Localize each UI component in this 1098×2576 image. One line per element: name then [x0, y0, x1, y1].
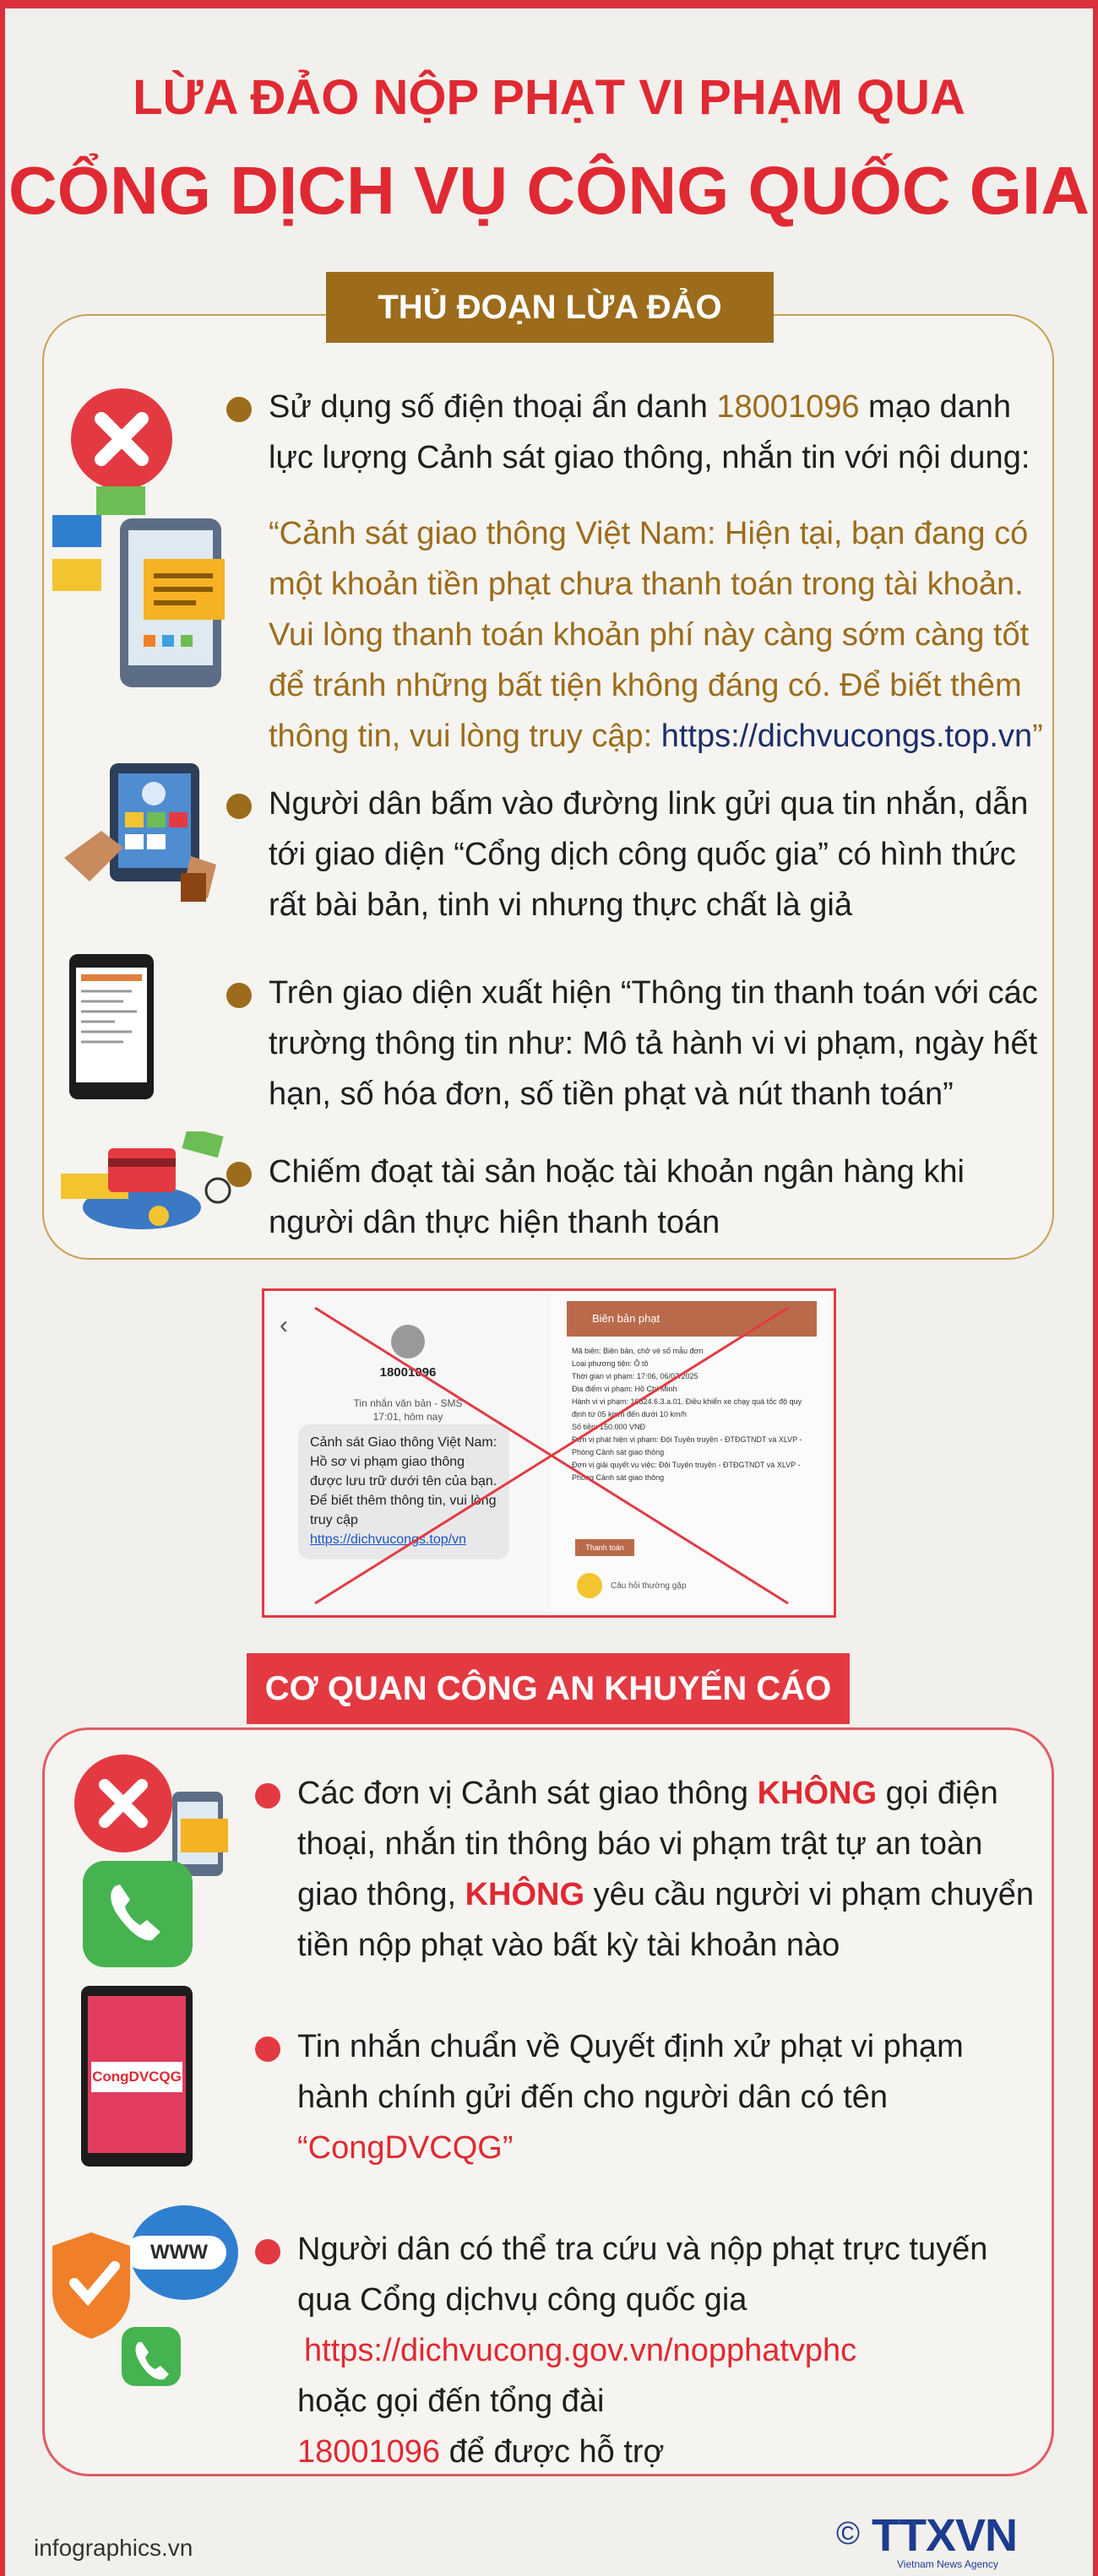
section-banner-advice: CƠ QUAN CÔNG AN KHUYẾN CÁO — [247, 1653, 850, 1724]
bullet — [226, 1162, 252, 1187]
official-sender-name: “CongDVCQG” — [297, 2130, 514, 2166]
bullet — [226, 397, 252, 422]
sms-link: https://dichvucongs.top/vn — [310, 1532, 466, 1547]
bullet — [255, 2239, 280, 2264]
advice-not-2: KHÔNG — [465, 1877, 585, 1912]
section-banner-scam: THỦ ĐOẠN LỪA ĐẢO — [326, 272, 774, 343]
site-footer-label: infographics.vn — [34, 2535, 193, 2561]
scam-quote-text: “Cảnh sát giao thông Việt Nam: Hiện tại, bạn đang có một khoản tiền phạt chưa thanh toán trong tài khoản. Vui lòng thanh toán khoản phí này càng sớm càng tốt để tránh những bất tiện không đáng có. Để biết thêm thông tin, vui lòng truy cập: — [269, 516, 1030, 754]
bullet — [226, 794, 252, 819]
sms-time: 17:01, hôm nay — [372, 1411, 443, 1423]
tablet-hands-icon — [64, 763, 216, 907]
page-title-line2: CỔNG DỊCH VỤ CÔNG QUỐC GIA — [8, 153, 1090, 228]
scam-sms-quote — [269, 508, 1050, 762]
back-icon: ‹ — [280, 1311, 288, 1339]
scam-item-2: Người dân bấm vào đường link gửi qua tin nhắn, dẫn tới giao diện “Cổng dịch công quốc gia” có hình thức rất bài bản, tinh vi nhưng thực chất là giả — [269, 786, 1029, 923]
scam-item-3: Trên giao diện xuất hiện “Thông tin thanh toán với các trường thông tin như: Mô tả hành vi vi phạm, ngày hết hạn, số hóa đơn, số tiền phạt và nút thanh toán” — [269, 975, 1038, 1112]
advice-item-3 — [297, 2224, 1041, 2477]
scam-item-1-post: mạo danh lực lượng Cảnh sát giao thông, nhắn tin với nội dung: — [269, 389, 1030, 475]
official-hotline: 18001096 — [297, 2434, 441, 2470]
scam-item-4: Chiếm đoạt tài sản hoặc tài khoản ngân hàng khi người dân thực hiện thanh toán — [269, 1154, 965, 1240]
money-card-icon — [49, 1131, 235, 1233]
bullet — [255, 1783, 280, 1809]
copyright-symbol: © — [836, 2516, 860, 2552]
official-url[interactable]: https://dichvucong.gov.vn/nopphatvphc — [304, 2333, 857, 2368]
advice-2-p1: Tin nhắn chuẩn về Quyết định xử phạt vi phạm hành chính gửi đến cho người dân có tên — [297, 2029, 964, 2115]
scam-url: https://dichvucongs.top.vn — [660, 719, 1033, 754]
official-sms-phone-icon — [81, 1986, 193, 2167]
detail-line: Đơn vị giải quyết vụ việc: Đội Tuyên truyền - ĐTĐGTNDT và XLVP - Phòng Cảnh sát giao thông — [572, 1461, 801, 1482]
scam-item-1 — [269, 382, 1046, 483]
page-title-line1: LỪA ĐẢO NỘP PHẠT VI PHẠM QUA — [133, 70, 965, 125]
advice-item-2 — [297, 2021, 1041, 2173]
red-cross-mark — [264, 1291, 834, 1615]
shield-web-phone-icon — [49, 2199, 243, 2393]
sms-sender: 18001096 — [379, 1365, 437, 1380]
warning-phone-sms-icon — [52, 382, 238, 702]
advice-3-p1: Người dân có thể tra cứu và nộp phạt trực tuyến qua Cổng dịchvụ công quốc gia — [297, 2232, 988, 2318]
ttxvn-logo-sub: Vietnam News Agency — [897, 2558, 998, 2570]
advice-item-1 — [297, 1768, 1041, 1971]
advice-1-p2: gọi điện thoại, nhắn tin thông báo vi phạm trật tự an toàn giao thông, — [297, 1776, 998, 1912]
detail-line: Hành vi vi phạm: 16824.6.3.a.01. Điều khiển xe chạy quá tốc độ quy định từ 05 km/h đến dưới 10 km/h — [572, 1397, 802, 1418]
detail-line: Loại phương tiện: Ô tô — [572, 1359, 649, 1368]
detail-line: Số tiền: 150.000 VNĐ — [572, 1423, 646, 1431]
phone-form-icon — [69, 954, 154, 1099]
scam-item-1-pre: Sử dụng số điện thoại ẩn danh — [269, 389, 717, 425]
ttxvn-logo: TTXVN — [872, 2510, 1018, 2561]
advice-not-1: KHÔNG — [757, 1776, 878, 1811]
fake-pay-button: Thanh toán — [575, 1539, 634, 1556]
advice-3-p2: hoặc gọi đến tổng đài — [297, 2383, 605, 2419]
scam-quote-close: ” — [1032, 719, 1043, 754]
scam-screenshot — [262, 1288, 836, 1618]
detail-line: Mã biên: Biên bản, chở vé số mẫu đơn — [572, 1347, 704, 1355]
no-call-icon — [71, 1751, 240, 1971]
sms-text: Cảnh sát Giao thông Việt Nam: Hồ sơ vi phạm giao thông được lưu trữ dưới tên của bạn. Để biết thêm thông tin, vui lòng truy cập — [310, 1435, 497, 1527]
detail-line: Thời gian vi phạm: 17:06, 06/07/2025 — [572, 1372, 698, 1380]
scam-phone-number: 18001096 — [716, 389, 860, 425]
detail-line: Đơn vị phát hiện vi phạm: Đội Tuyên truyền - ĐTĐGTNDT và XLVP - Phòng Cảnh sát giao thông — [572, 1435, 802, 1456]
advice-3-p3: để được hỗ trợ — [440, 2434, 665, 2470]
detail-line: Địa điểm vi phạm: Hồ Chí Minh — [572, 1385, 677, 1393]
bullet — [255, 2036, 280, 2062]
faq-label: Câu hỏi thường gặp — [611, 1581, 687, 1591]
sms-meta: Tin nhắn văn bản - SMS — [353, 1397, 463, 1409]
advice-1-p3: yêu cầu người vi phạm chuyển tiền nộp phạt vào bất kỳ tài khoản nào — [297, 1877, 1035, 1963]
fake-portal-title: Biên bản phạt — [592, 1312, 660, 1325]
www-label: WWW — [150, 2241, 208, 2264]
bullet — [226, 983, 252, 1008]
official-sender-label: CongDVCQG — [91, 2062, 182, 2092]
advice-1-p1: Các đơn vị Cảnh sát giao thông — [297, 1776, 758, 1811]
